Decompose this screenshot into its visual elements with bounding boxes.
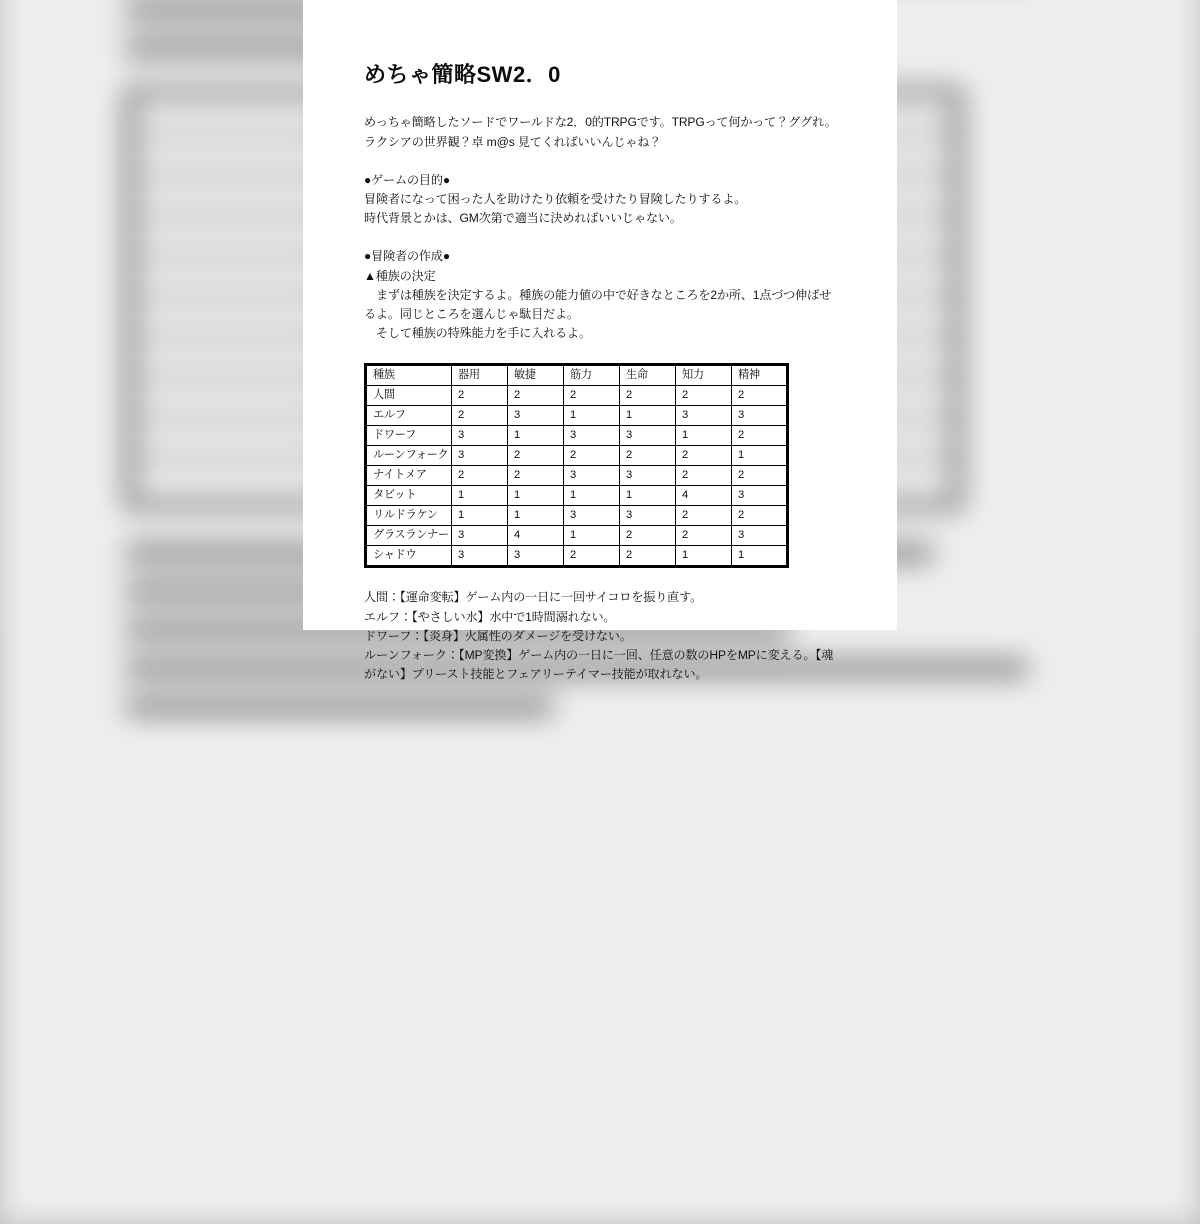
- paragraph-spacer: [364, 228, 839, 247]
- section-character-creation: [364, 247, 839, 343]
- stat-cell: 1: [452, 486, 508, 506]
- section-game-purpose: [364, 171, 839, 229]
- table-row: [366, 466, 788, 486]
- purpose-line-2: 時代背景とかは、GM次第で適当に決めればいいじゃない。: [364, 211, 682, 226]
- intro-line-2: ラクシアの世界観？卓 m@s 見てくればいいんじゃね？: [364, 134, 662, 149]
- stat-cell: 3: [620, 426, 676, 446]
- stat-cell: 2: [564, 446, 620, 466]
- stat-cell: 2: [676, 446, 732, 466]
- stat-cell: 1: [564, 406, 620, 426]
- race-name-cell: シャドウ: [366, 546, 452, 567]
- purpose-line-1: 冒険者になって困った人を助けたり依頼を受けたり冒険したりするよ。: [364, 192, 747, 206]
- stat-cell: 2: [508, 466, 564, 486]
- race-name-cell: ナイトメア: [366, 466, 452, 486]
- stat-cell: 3: [508, 406, 564, 426]
- stat-cell: 3: [620, 466, 676, 486]
- stat-cell: 1: [620, 486, 676, 506]
- creation-line-1: まずは種族を決定するよ。種族の能力値の中で好きなところを2か所、1点づつ伸ばせるよ。同じところを選んじゃ駄目だよ。: [364, 287, 832, 322]
- ability-elf: エルフ：【やさしい水】水中で1時間溺れない。: [364, 609, 616, 624]
- stat-cell: 2: [676, 386, 732, 406]
- column-header-agility: 敏捷: [508, 365, 564, 386]
- race-name-cell: エルフ: [366, 406, 452, 426]
- stat-cell: 3: [732, 526, 788, 546]
- section-heading-purpose: ●ゲームの目的●: [364, 172, 450, 187]
- stat-cell: 2: [732, 506, 788, 526]
- column-header-strength: 筋力: [564, 365, 620, 386]
- stat-cell: 2: [732, 386, 788, 406]
- stat-cell: 1: [564, 526, 620, 546]
- table-row: [366, 406, 788, 426]
- table-row: [366, 506, 788, 526]
- intro-paragraph: [364, 113, 839, 151]
- table-row: [366, 526, 788, 546]
- column-header-race: 種族: [366, 365, 452, 386]
- stat-cell: 1: [508, 506, 564, 526]
- section-heading-creation: ●冒険者の作成●: [364, 249, 450, 264]
- column-header-vitality: 生命: [620, 365, 676, 386]
- stat-cell: 3: [732, 486, 788, 506]
- stat-cell: 2: [452, 466, 508, 486]
- stat-cell: 4: [676, 486, 732, 506]
- paragraph-spacer: [364, 152, 839, 171]
- race-name-cell: グラスランナー: [366, 526, 452, 546]
- race-name-cell: ルーンフォーク: [366, 446, 452, 466]
- stat-cell: 1: [508, 426, 564, 446]
- stat-cell: 2: [508, 446, 564, 466]
- stat-cell: 3: [452, 526, 508, 546]
- stat-cell: 1: [732, 546, 788, 567]
- column-header-dexterity: 器用: [452, 365, 508, 386]
- stat-cell: 3: [732, 406, 788, 426]
- stat-cell: 1: [564, 486, 620, 506]
- stat-cell: 2: [620, 546, 676, 567]
- ability-human: 人間：【運命変転】ゲーム内の一日に一回サイコロを振り直す。: [364, 590, 703, 605]
- stat-cell: 2: [676, 466, 732, 486]
- stat-cell: 1: [676, 546, 732, 567]
- stat-cell: 3: [508, 546, 564, 567]
- stat-cell: 2: [508, 386, 564, 406]
- stat-cell: 3: [452, 426, 508, 446]
- stat-cell: 3: [564, 506, 620, 526]
- document-card: [303, 0, 897, 682]
- race-name-cell: タビット: [366, 486, 452, 506]
- table-body: [366, 386, 788, 567]
- table-header-row: [366, 365, 788, 386]
- intro-line-1: めっちゃ簡略したソードでワールドな2．0的TRPGです。TRPGって何かって？ググれ。: [364, 115, 837, 130]
- table-row: [366, 386, 788, 406]
- stat-cell: 3: [620, 506, 676, 526]
- table-row: [366, 426, 788, 446]
- race-name-cell: リルドラケン: [366, 506, 452, 526]
- stat-cell: 2: [564, 386, 620, 406]
- race-name-cell: 人間: [366, 386, 452, 406]
- table-row: [366, 446, 788, 466]
- stat-cell: 2: [732, 466, 788, 486]
- document-body: [303, 0, 897, 684]
- column-header-spirit: 精神: [732, 365, 788, 386]
- page-title: めちゃ簡略SW2．0: [364, 62, 561, 87]
- stat-cell: 1: [620, 406, 676, 426]
- creation-line-2: そして種族の特殊能力を手に入れるよ。: [364, 326, 591, 341]
- stat-cell: 2: [452, 386, 508, 406]
- stat-cell: 2: [732, 426, 788, 446]
- ability-dwarf: ドワーフ：【炎身】火属性のダメージを受けない。: [364, 628, 632, 643]
- race-stats-table: [364, 363, 789, 568]
- column-header-intellect: 知力: [676, 365, 732, 386]
- stat-cell: 2: [620, 526, 676, 546]
- stat-cell: 2: [452, 406, 508, 426]
- subheading-race-decision: ▲種族の決定: [364, 268, 436, 283]
- stat-cell: 3: [452, 546, 508, 567]
- stat-cell: 2: [620, 446, 676, 466]
- stat-cell: 3: [564, 466, 620, 486]
- stat-cell: 2: [564, 546, 620, 567]
- race-name-cell: ドワーフ: [366, 426, 452, 446]
- table-row: [366, 546, 788, 567]
- stat-cell: 2: [620, 386, 676, 406]
- stat-cell: 3: [452, 446, 508, 466]
- stat-cell: 2: [676, 506, 732, 526]
- stat-cell: 1: [676, 426, 732, 446]
- stat-cell: 1: [452, 506, 508, 526]
- ability-runefolk: ルーンフォーク：【MP変換】ゲーム内の一日に一回、任意の数のHPをMPに変える。【魂がない】プリースト技能とフェアリーテイマー技能が取れない。: [364, 648, 834, 682]
- table-row: [366, 486, 788, 506]
- stat-cell: 3: [676, 406, 732, 426]
- race-abilities-list: [364, 588, 839, 684]
- table-header: [366, 365, 788, 386]
- stat-cell: 1: [508, 486, 564, 506]
- stat-cell: 2: [676, 526, 732, 546]
- blurred-line: [125, 699, 552, 715]
- stat-cell: 4: [508, 526, 564, 546]
- stat-cell: 3: [564, 426, 620, 446]
- stat-cell: 1: [732, 446, 788, 466]
